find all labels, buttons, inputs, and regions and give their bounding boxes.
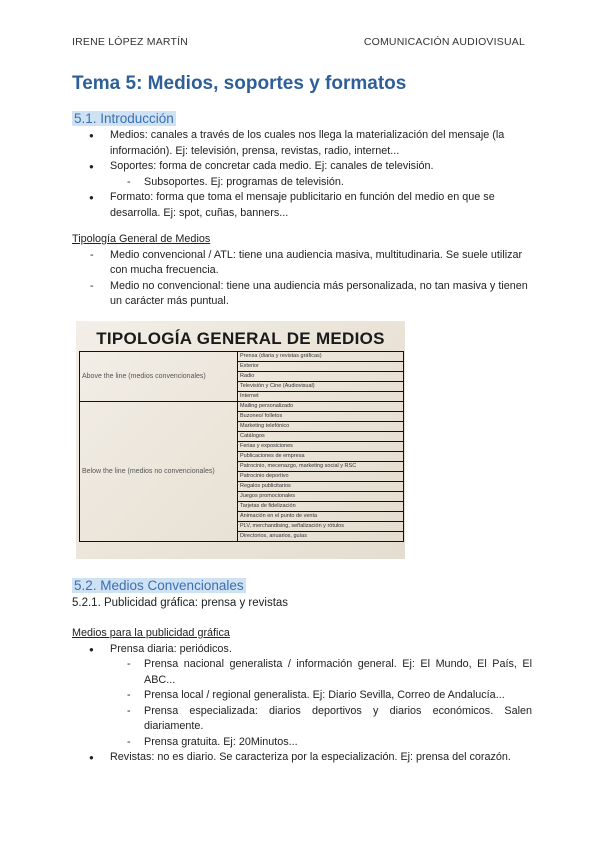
table-cell: Marketing telefónico — [238, 422, 404, 432]
medios-heading: Medios para la publicidad gráfica — [72, 627, 230, 639]
table-cell: Radio — [238, 372, 404, 382]
list-item: - Prensa gratuita. Ej: 20Minutos... — [72, 735, 532, 751]
medios-block — [72, 626, 532, 766]
table-cell: Directorios, anuarios, guías — [238, 532, 404, 542]
table-row — [80, 402, 404, 412]
table-cell: PLV, merchandising, señalización y rótulos — [238, 522, 404, 532]
table-cell: Televisión y Cine (Audiovisual) — [238, 382, 404, 392]
section-heading-text: 5.1. Introducción — [74, 111, 174, 126]
table-cell: Juegos promocionales — [238, 492, 404, 502]
table-category-cell: Above the line (medios convencionales) — [80, 352, 238, 402]
subsection-heading: 5.2.1. Publicidad gráfica: prensa y revistas — [72, 597, 289, 609]
list-item: - Prensa especializada: diarios deportivos y diarios económicos. Salen diariamente. — [72, 704, 532, 735]
page-title: Tema 5: Medios, soportes y formatos — [72, 73, 407, 94]
section-heading-convencionales — [72, 577, 246, 595]
intro-list — [72, 128, 532, 221]
list-item: ● Medios: canales a través de los cuales nos llega la materialización del mensaje (la información). Ej: televisión, prensa, revistas, radio, internet... — [72, 128, 532, 159]
table-cell: Patrocinio, mecenazgo, marketing social y RSC — [238, 462, 404, 472]
list-item: ● Revistas: no es diario. Se caracteriza por la especialización. Ej: prensa del corazón. — [72, 750, 532, 766]
header-subject: COMUNICACIÓN AUDIOVISUAL — [363, 36, 525, 48]
list-item: ● Formato: forma que toma el mensaje publicitario en función del medio en que se desarrolla. Ej: spot, cuñas, banners... — [72, 190, 532, 221]
table-cell: Ferias y exposiciones — [238, 442, 404, 452]
table-category-cell: Below the line (medios no convencionales) — [80, 402, 238, 542]
table-image-title: TIPOLOGÍA GENERAL DE MEDIOS — [96, 329, 385, 348]
tipologia-table-image — [76, 321, 405, 559]
header-author: IRENE LÓPEZ MARTÍN — [72, 36, 189, 48]
table-cell: Exterior — [238, 362, 404, 372]
table-cell: Prensa (diaria y revistas gráficas) — [238, 352, 404, 362]
table-cell: Regalos publicitarios — [238, 482, 404, 492]
tipologia-block — [72, 232, 532, 310]
list-item: - Medio convencional / ATL: tiene una audiencia masiva, multitudinaria. Se suele utilizar con mucha frecuencia. — [72, 248, 532, 279]
table-cell: Publicaciones de empresa — [238, 452, 404, 462]
table-cell: Internet — [238, 392, 404, 402]
table-cell: Patrocinio deportivo — [238, 472, 404, 482]
table-row — [80, 352, 404, 362]
list-item: - Prensa local / regional generalista. Ej: Diario Sevilla, Correo de Andalucía... — [72, 688, 532, 704]
table-cell: Animación en el punto de venta — [238, 512, 404, 522]
section-heading-introduccion — [72, 110, 176, 128]
tipologia-heading: Tipología General de Medios — [72, 233, 211, 245]
section-heading-text: 5.2. Medios Convencionales — [74, 578, 244, 593]
table-cell: Buzoneo/ folletos — [238, 412, 404, 422]
list-item: - Subsoportes. Ej: programas de televisión. — [72, 175, 532, 191]
table-cell: Catálogos — [238, 432, 404, 442]
list-item: - Medio no convencional: tiene una audiencia más personalizada, no tan masiva y tienen un carácter más puntual. — [72, 279, 532, 310]
table-cell: Tarjetas de fidelización — [238, 502, 404, 512]
list-item: ● Soportes: forma de concretar cada medio. Ej: canales de televisión. — [72, 159, 532, 175]
tipologia-table — [79, 351, 404, 542]
list-item: ● Prensa diaria: periódicos. — [72, 642, 532, 658]
table-cell: Mailing personalizado — [238, 402, 404, 412]
list-item: - Prensa nacional generalista / información general. Ej: El Mundo, El País, El ABC... — [72, 657, 532, 688]
